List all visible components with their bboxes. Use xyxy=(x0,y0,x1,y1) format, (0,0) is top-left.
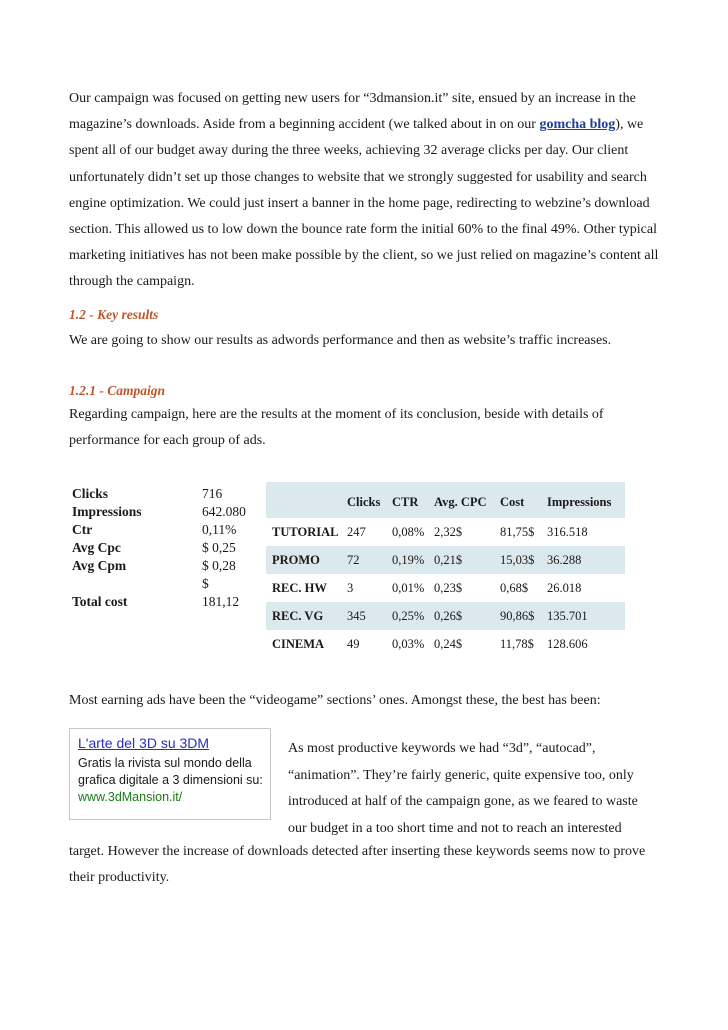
cell-avg-cpc: 2,32$ xyxy=(434,525,463,539)
cell-impressions: 135.701 xyxy=(547,609,588,623)
summary-row xyxy=(72,504,262,522)
cell-clicks: 49 xyxy=(347,637,360,651)
table-header-row xyxy=(266,482,625,518)
cell-group: TUTORIAL xyxy=(272,525,339,539)
cell-clicks: 247 xyxy=(347,525,366,539)
summary-row xyxy=(72,540,262,558)
cell-group: CINEMA xyxy=(272,637,325,651)
ad-line-1: Gratis la rivista sul mondo della xyxy=(78,756,252,770)
summary-row xyxy=(72,486,262,504)
header-cell-impressions: Impressions xyxy=(547,495,612,509)
earning-ads-text: Most earning ads have been the “videogame” sections’ ones. Amongst these, the best has been: xyxy=(69,693,601,708)
header-cell-avg-cpc: Avg. CPC xyxy=(434,495,487,509)
summary-value: $ xyxy=(202,576,209,591)
table-row xyxy=(266,602,625,630)
intro-text-after-link: ), we spent all of our budget away during the three weeks, achieving 32 average clicks per day. Our client unfortunately didn’t set up those changes to website that we strongly suggested for usability and search engine optimization. We could just insert a banner in the home page, redirecting to webzine’s download section. This allowed us to low down the bounce rate form the initial 60% to the final 49%. Other typical marketing initiatives has not been make possible by the client, so we just relied on magazine’s content all through the campaign. xyxy=(69,117,659,290)
summary-row xyxy=(72,522,262,540)
cell-clicks: 3 xyxy=(347,581,354,595)
summary-label: Avg Cpc xyxy=(72,540,121,555)
cell-impressions: 316.518 xyxy=(547,525,588,539)
cell-cost: 0,68$ xyxy=(500,581,529,595)
summary-label: Ctr xyxy=(72,522,93,537)
ad-title[interactable]: L'arte del 3D su 3DM xyxy=(78,735,210,751)
table-row xyxy=(266,574,625,602)
cell-impressions: 36.288 xyxy=(547,553,582,567)
summary-row xyxy=(72,558,262,576)
summary-label: Total cost xyxy=(72,594,128,609)
summary-label: Avg Cpm xyxy=(72,558,127,573)
summary-row xyxy=(72,594,262,612)
gomcha-blog-link[interactable]: gomcha blog xyxy=(539,117,616,133)
header-cell-cost: Cost xyxy=(500,495,525,509)
campaign-text: Regarding campaign, here are the results at the moment of its conclusion, beside with details of performance for each group of ads. xyxy=(69,407,604,448)
intro-text-before-link: Our campaign was focused on getting new users for “3dmansion.it” site, ensued by an increase in the magazine’s downloads. Aside from a beginning accident (we talked about in on our xyxy=(69,91,636,133)
header-cell-clicks: Clicks xyxy=(347,495,381,509)
cell-clicks: 345 xyxy=(347,609,366,623)
cell-ctr: 0,03% xyxy=(392,637,425,651)
table-row xyxy=(266,518,625,546)
cell-cost: 81,75$ xyxy=(500,525,535,539)
cell-ctr: 0,19% xyxy=(392,553,425,567)
cell-avg-cpc: 0,24$ xyxy=(434,637,463,651)
cell-ctr: 0,25% xyxy=(392,609,425,623)
cell-group: REC. HW xyxy=(272,581,327,595)
summary-value: 716 xyxy=(202,486,223,501)
cell-cost: 90,86$ xyxy=(500,609,535,623)
ad-line-2: grafica digitale a 3 dimensioni su: xyxy=(78,773,263,787)
summary-label: Clicks xyxy=(72,486,109,501)
cell-impressions: 26.018 xyxy=(547,581,582,595)
summary-value: $ 0,25 xyxy=(202,540,236,555)
keywords-text: As most productive keywords we had “3d”, “autocad”, “animation”. They’re fairly generic, quite expensive too, only introduced at half of the campaign gone, as we feared to waste our budget in a too short time and not to reach an interested xyxy=(288,741,638,836)
summary-value: 642.080 xyxy=(202,504,246,519)
cell-ctr: 0,01% xyxy=(392,581,425,595)
header-cell-ctr: CTR xyxy=(392,495,419,509)
summary-label: Impressions xyxy=(72,504,142,519)
table-row xyxy=(266,630,625,658)
summary-value: $ 0,28 xyxy=(202,558,236,573)
section-heading-campaign: 1.2.1 - Campaign xyxy=(69,383,166,398)
cell-avg-cpc: 0,26$ xyxy=(434,609,463,623)
cell-cost: 11,78$ xyxy=(500,637,534,651)
summary-value: 181,12 xyxy=(202,594,240,609)
cell-impressions: 128.606 xyxy=(547,637,588,651)
summary-value: 0,11% xyxy=(202,522,237,537)
section-heading-key-results: 1.2 - Key results xyxy=(69,307,159,322)
keywords-conclusion-text: target. However the increase of downloads detected after inserting these keywords seems now to prove their productivity. xyxy=(69,844,646,885)
intro-paragraph xyxy=(69,86,661,296)
cell-avg-cpc: 0,21$ xyxy=(434,553,463,567)
ad-creative xyxy=(69,728,271,820)
key-results-text: We are going to show our results as adwords performance and then as website’s traffic increases. xyxy=(69,333,612,348)
summary-row xyxy=(72,576,262,594)
cell-ctr: 0,08% xyxy=(392,525,425,539)
cell-cost: 15,03$ xyxy=(500,553,535,567)
cell-clicks: 72 xyxy=(347,553,360,567)
summary-table xyxy=(72,486,262,612)
cell-group: PROMO xyxy=(272,553,320,567)
cell-avg-cpc: 0,23$ xyxy=(434,581,463,595)
ad-display-url[interactable]: www.3dMansion.it/ xyxy=(78,790,183,804)
cell-group: REC. VG xyxy=(272,609,324,623)
ad-groups-table xyxy=(266,482,625,658)
table-row xyxy=(266,546,625,574)
